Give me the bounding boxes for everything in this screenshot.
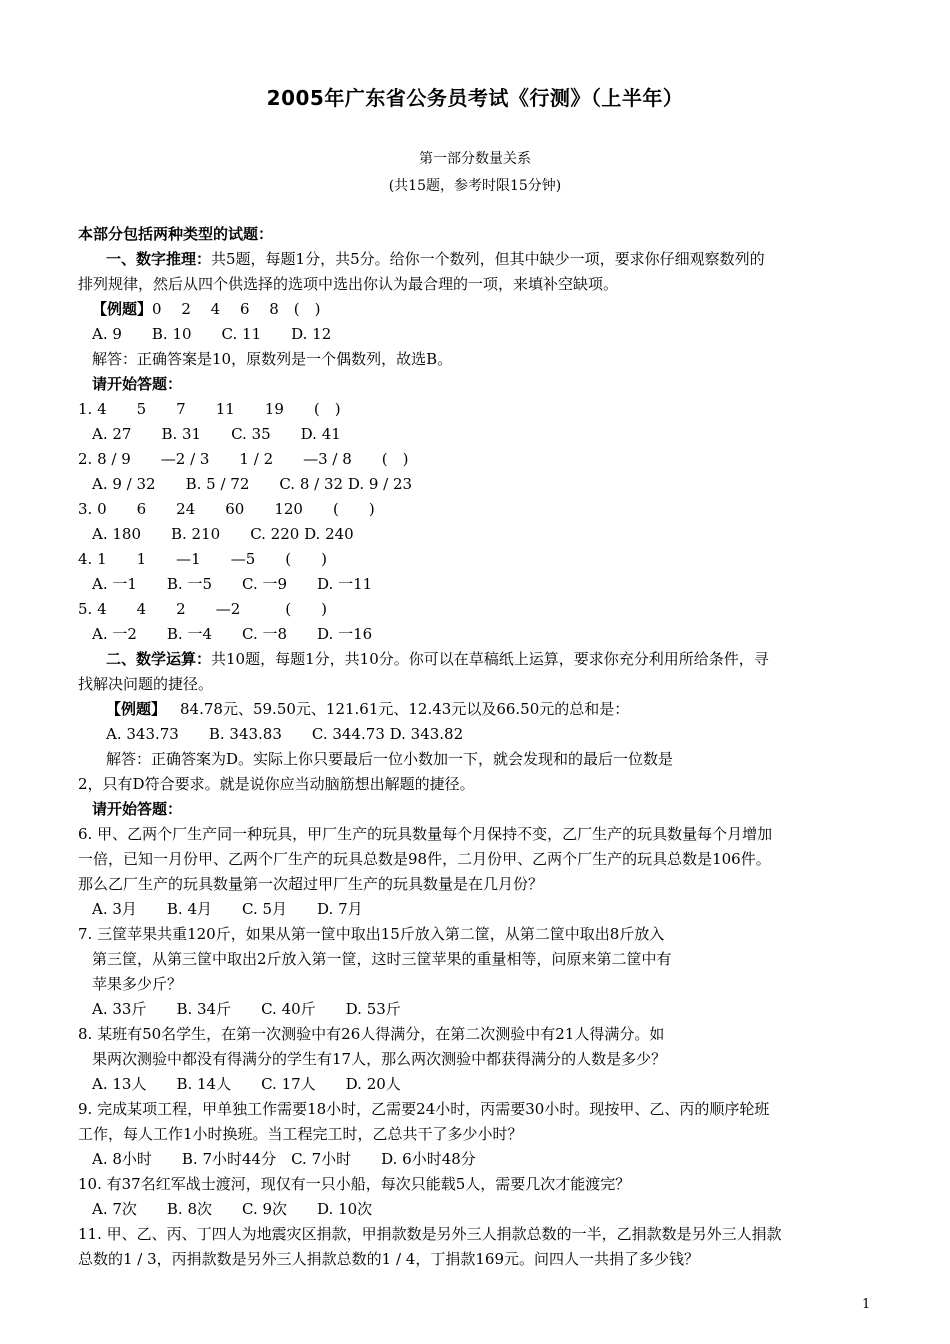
question-2-stem: 2. 8 / 9 —2 / 3 1 / 2 —3 / 8 ( ) — [78, 450, 409, 468]
question-8-line1: 8. 某班有50名学生，在第一次测验中有26人得满分，在第二次测验中有21人得满分。如 — [78, 1025, 665, 1043]
question-11-line1: 11. 甲、乙、丙、丁四人为地震灾区捐款，甲捐款数是另外三人捐款总数的一半，乙捐款数是另外三人捐款 — [78, 1225, 782, 1243]
page-number: 1 — [862, 1297, 871, 1312]
question-9-line2: 工作，每人工作1小时换班。当工程完工时，乙总共干了多少小时？ — [78, 1125, 523, 1143]
example-label: 【例题】 — [92, 300, 153, 318]
section2-answer-line1: 解答：正确答案为D。实际上你只要最后一位小数加一下，就会发现和的最后一位数是 — [106, 750, 674, 768]
section2-desc-line1: 共10题，每题1分，共10分。你可以在草稿纸上运算，要求你充分利用所给条件，寻 — [211, 650, 769, 668]
section2-answer-line2: 2，只有D符合要求。就是说你应当动脑筋想出解题的捷径。 — [78, 775, 475, 793]
question-9-options: A. 8小时 B. 7小时44分 C. 7小时 D. 6小时48分 — [92, 1150, 476, 1168]
example-sequence: 0 2 4 6 8 ( ) — [152, 300, 321, 318]
question-6-line2: 一倍，已知一月份甲、乙两个厂生产的玩具总数是98件，二月份甲、乙两个厂生产的玩具总数是106件。 — [78, 850, 771, 868]
section1-desc-line1: 共5题，每题1分，共5分。给你一个数列，但其中缺少一项，要求你仔细观察数列的 — [211, 250, 765, 268]
question-4-stem: 4. 1 1 —1 —5 ( ) — [78, 550, 327, 568]
question-6-options: A. 3月 B. 4月 C. 5月 D. 7月 — [92, 900, 363, 918]
question-6-line1: 6. 甲、乙两个厂生产同一种玩具，甲厂生产的玩具数量每个月保持不变，乙厂生产的玩具数量每个月增加 — [78, 825, 773, 843]
question-7-line1: 7. 三筐苹果共重120斤，如果从第一筐中取出15斤放入第二筐，从第二筐中取出8斤放入 — [78, 925, 665, 943]
question-10-options: A. 7次 B. 8次 C. 9次 D. 10次 — [92, 1200, 373, 1218]
question-7-line2: 第三筐，从第三筐中取出2斤放入第一筐，这时三筐苹果的重量相等，问原来第二筐中有 — [92, 950, 672, 968]
question-9-line1: 9. 完成某项工程，甲单独工作需要18小时，乙需要24小时，丙需要30小时。现按甲、乙、丙的顺序轮班 — [78, 1100, 770, 1118]
part-title: 第一部分数量关系 — [419, 151, 531, 167]
section2-example-label: 【例题】 — [106, 700, 167, 718]
document-title: 2005年广东省公务员考试《行测》（上半年） — [266, 86, 684, 110]
section1-heading: 一、数字推理： — [106, 250, 212, 268]
question-3-options: A. 180 B. 210 C. 220 D. 240 — [92, 525, 354, 543]
question-11-line2: 总数的1 / 3，丙捐款数是另外三人捐款总数的1 / 4，丁捐款169元。问四人一共捐了多少钱？ — [78, 1250, 699, 1268]
part-note: (共15题，参考时限15分钟) — [388, 178, 562, 194]
question-7-line3: 苹果多少斤？ — [92, 975, 183, 993]
question-4-options: A. 一1 B. 一5 C. 一9 D. 一11 — [92, 575, 373, 593]
section2-example — [106, 699, 629, 719]
question-5-options: A. 一2 B. 一4 C. 一8 D. 一16 — [92, 625, 373, 643]
question-8-line2: 果两次测验中都没有得满分的学生有17人，那么两次测验中都获得满分的人数是多少？ — [92, 1050, 667, 1068]
section1-start: 请开始答题： — [92, 375, 183, 393]
section1-answer: 解答：正确答案是10，原数列是一个偶数列，故选B。 — [92, 350, 453, 368]
section1-example-options: A. 9 B. 10 C. 11 D. 12 — [92, 325, 332, 343]
section2-example-options: A. 343.73 B. 343.83 C. 344.73 D. 343.82 — [106, 725, 464, 743]
section1-desc-line2: 排列规律，然后从四个供选择的选项中选出你认为最合理的一项，来填补空缺项。 — [78, 275, 619, 293]
question-10-line1: 10. 有37名红军战士渡河，现仅有一只小船，每次只能载5人，需要几次才能渡完？ — [78, 1175, 631, 1193]
section2-heading: 二、数学运算： — [106, 650, 212, 668]
section1-line1 — [106, 249, 863, 269]
question-1-stem: 1. 4 5 7 11 19 ( ) — [78, 400, 341, 418]
section2-line1 — [106, 649, 863, 669]
section1-example — [92, 299, 321, 319]
question-5-stem: 5. 4 4 2 —2 ( ) — [78, 600, 327, 618]
question-3-stem: 3. 0 6 24 60 120 ( ) — [78, 500, 375, 518]
question-8-options: A. 13人 B. 14人 C. 17人 D. 20人 — [92, 1075, 401, 1093]
question-7-options: A. 33斤 B. 34斤 C. 40斤 D. 53斤 — [92, 1000, 401, 1018]
question-2-options: A. 9 / 32 B. 5 / 72 C. 8 / 32 D. 9 / 23 — [92, 475, 413, 493]
section2-desc-line2: 找解决问题的捷径。 — [78, 675, 214, 693]
question-6-line3: 那么乙厂生产的玩具数量第一次超过甲厂生产的玩具数量是在几月份？ — [78, 875, 544, 893]
section2-example-text: 84.78元、59.50元、121.61元、12.43元以及66.50元的总和是： — [180, 700, 630, 718]
intro-text: 本部分包括两种类型的试题： — [78, 225, 274, 243]
section2-start: 请开始答题： — [92, 800, 183, 818]
question-1-options: A. 27 B. 31 C. 35 D. 41 — [92, 425, 341, 443]
